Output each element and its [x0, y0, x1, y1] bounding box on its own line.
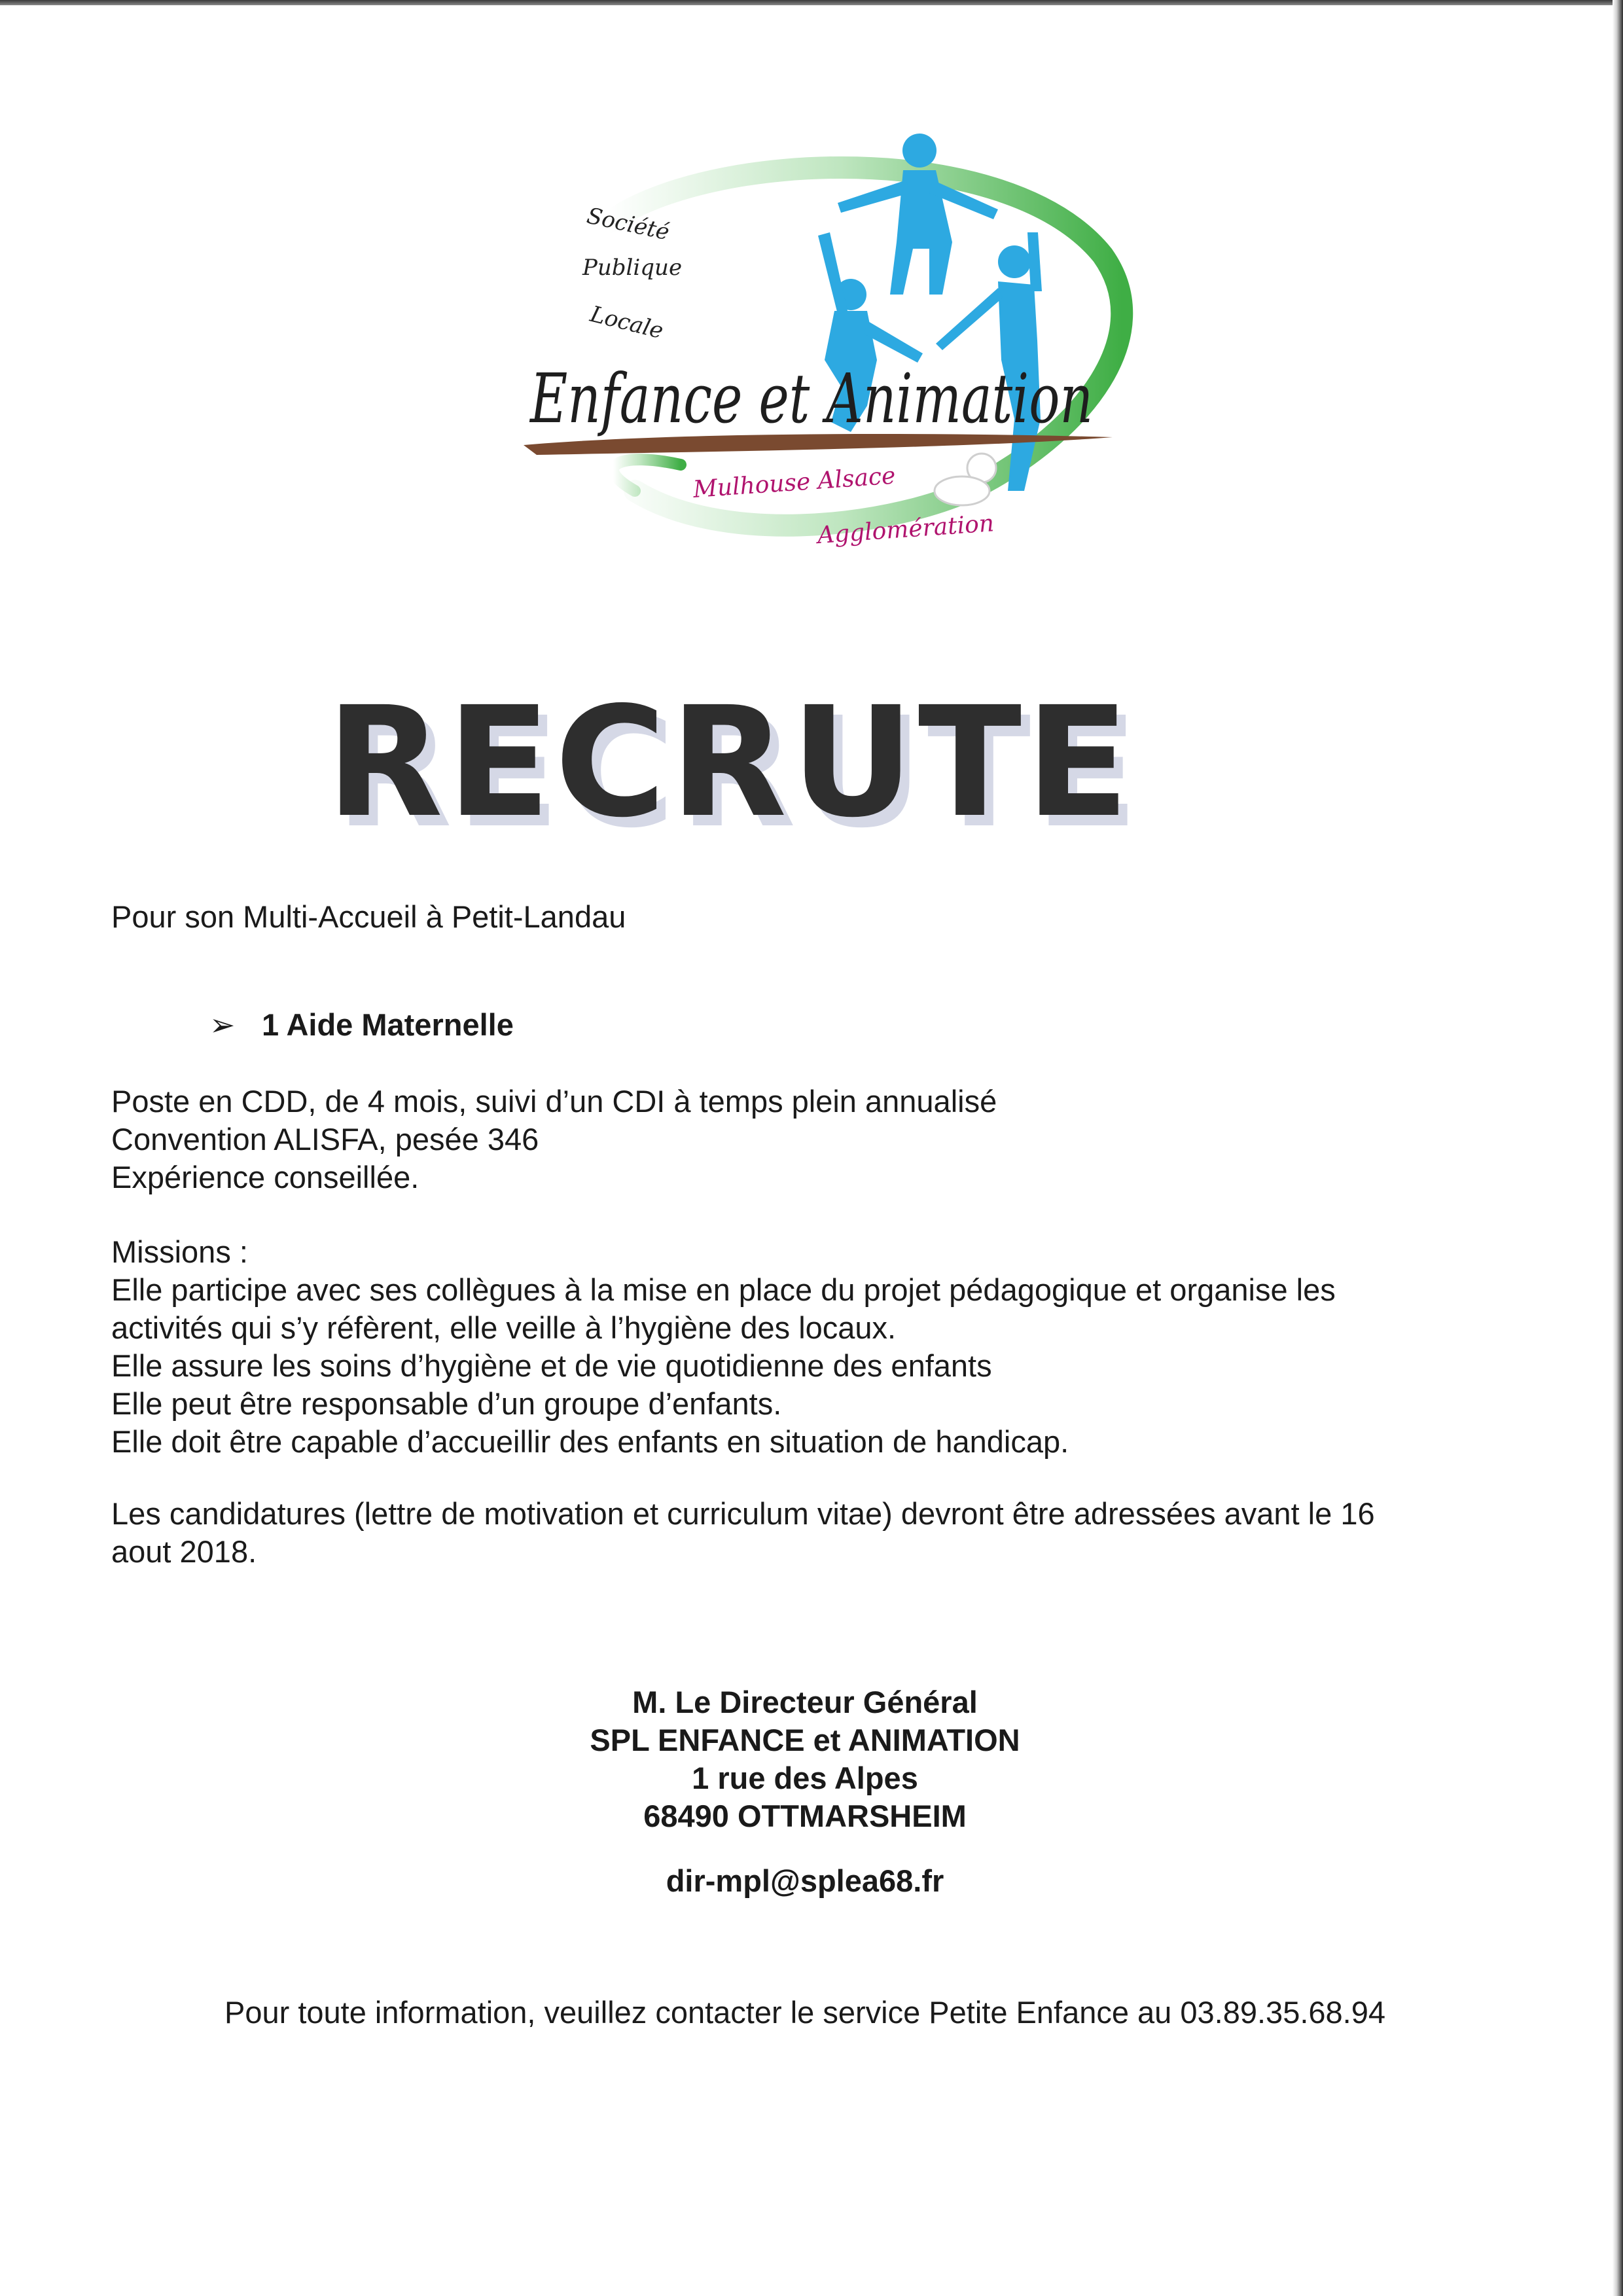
logo-region-line: Agglomération: [816, 510, 995, 549]
address-line: M. Le Directeur Général: [632, 1685, 978, 1719]
contract-terms: [111, 1083, 997, 1196]
contact-email: dir-mpl@splea68.fr: [666, 1863, 944, 1898]
missions-section: [111, 1233, 1336, 1461]
organization-logo: [510, 124, 1126, 556]
address-line: 1 rue des Alpes: [692, 1761, 918, 1795]
arrow-bullet-icon: ➢: [209, 1007, 236, 1042]
footer-info: Pour toute information, veuillez contacter le service Petite Enfance au 03.89.35.68.94: [224, 1995, 1386, 2030]
deadline-line: Les candidatures (lettre de motivation et curriculum vitae) devront être adressées avant le 16: [111, 1496, 1375, 1531]
position-item: [209, 1007, 514, 1043]
terms-line: Convention ALISFA, pesée 346: [111, 1122, 539, 1157]
recruiting-headline: [0, 674, 1459, 851]
contact-address: [0, 1683, 1610, 1835]
logo-tagline-line: Publique: [582, 255, 683, 281]
deadline-line: aout 2018.: [111, 1534, 257, 1569]
scan-top-edge: [0, 0, 1623, 5]
address-line: SPL ENFANCE et ANIMATION: [590, 1723, 1020, 1757]
logo-tagline-line: Locale: [587, 300, 666, 345]
missions-line: activités qui s’y réfèrent, elle veille à l’hygiène des locaux.: [111, 1310, 897, 1345]
intro-text: Pour son Multi-Accueil à Petit-Landau: [111, 899, 626, 934]
address-line: 68490 OTTMARSHEIM: [643, 1799, 967, 1833]
terms-line: Poste en CDD, de 4 mois, suivi d’un CDI à temps plein annualisé: [111, 1084, 997, 1119]
missions-line: Elle assure les soins d’hygiène et de vie quotidienne des enfants: [111, 1348, 992, 1383]
logo-name: Enfance et Animation: [529, 359, 1093, 439]
missions-line: Elle participe avec ses collègues à la mise en place du projet pédagogique et organise les: [111, 1272, 1336, 1307]
terms-line: Expérience conseillée.: [111, 1160, 419, 1194]
scan-right-edge: [1613, 0, 1623, 2296]
missions-line: Elle peut être responsable d’un groupe d’enfants.: [111, 1386, 782, 1421]
missions-line: Missions :: [111, 1234, 248, 1269]
missions-line: Elle doit être capable d’accueillir des enfants en situation de handicap.: [111, 1424, 1069, 1459]
headline-text: RECRUTE: [326, 674, 1133, 851]
position-title: 1 Aide Maternelle: [262, 1007, 514, 1042]
logo-region-line: Mulhouse Alsace: [692, 462, 897, 503]
application-deadline: [111, 1495, 1486, 1571]
logo-tagline-line: Société: [584, 202, 672, 246]
